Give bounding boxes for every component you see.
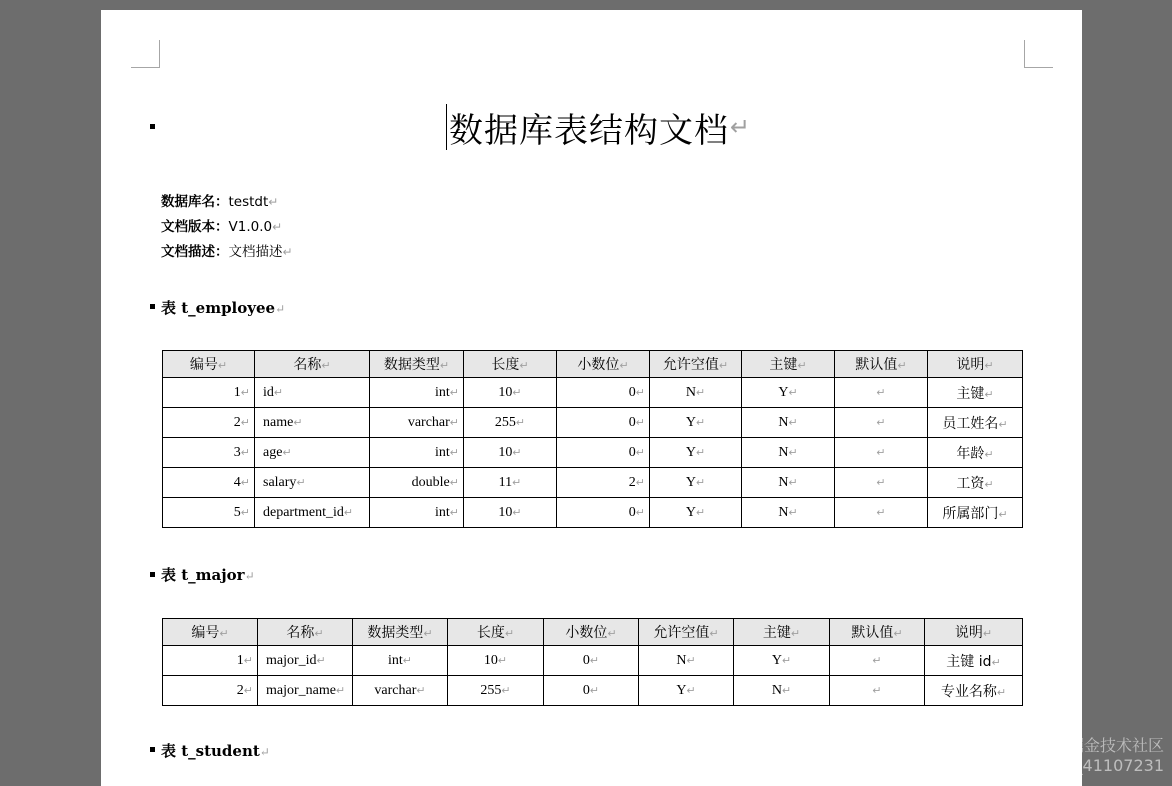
crop-mark-top-right [1024,67,1053,68]
cell-col-scale[interactable]: 0↵ [557,438,650,468]
paragraph-mark: ↵ [635,416,645,429]
cell-col-id[interactable]: 2↵ [163,408,255,438]
cell-col-name[interactable]: age↵ [255,438,370,468]
cell-col-default[interactable] [830,676,925,706]
paragraph-mark: ↵ [984,359,994,372]
text-cursor [446,104,447,150]
header-col-name: 名称↵ [258,619,353,646]
cell-col-primary-key[interactable]: N↵ [734,676,830,706]
cell-col-description[interactable]: 工资↵ [928,468,1023,498]
crop-mark-top-left [131,67,160,68]
table-row [163,438,1023,468]
cell-col-name[interactable]: department_id↵ [255,498,370,528]
paragraph-mark: ↵ [240,386,250,399]
paragraph-mark: ↵ [788,446,798,459]
paragraph-mark: ↵ [876,416,886,429]
paragraph-mark: ↵ [449,506,459,519]
paragraph-mark: ↵ [449,476,459,489]
header-col-length: 长度↵ [448,619,544,646]
cell-col-id[interactable]: 5↵ [163,498,255,528]
paragraph-mark: ↵ [512,476,522,489]
paragraph-mark: ↵ [515,416,526,429]
cell-col-description[interactable]: 年龄↵ [928,438,1023,468]
cell-col-scale[interactable]: 0↵ [557,378,650,408]
paragraph-mark: ↵ [686,684,696,697]
paragraph-mark: ↵ [293,416,303,429]
header-col-description: 说明↵ [925,619,1023,646]
paragraph-mark: ↵ [730,113,751,141]
cell-col-type[interactable]: int↵ [353,646,448,676]
cell-col-id[interactable]: 2↵ [163,676,258,706]
header-col-id: 编号↵ [163,619,258,646]
paragraph-mark: ↵ [876,476,886,489]
paragraph-mark: ↵ [449,416,459,429]
paragraph-mark: ↵ [998,417,1008,431]
cell-col-scale[interactable]: 0↵ [544,646,639,676]
paragraph-mark: ↵ [893,627,903,640]
paragraph-mark: ↵ [321,359,331,372]
paragraph-marker [150,124,155,129]
paragraph-mark: ↵ [607,627,617,640]
cell-col-nullable[interactable]: Y↵ [650,438,742,468]
header-col-scale: 小数位↵ [544,619,639,646]
header-col-name: 名称↵ [255,351,370,378]
paragraph-mark: ↵ [984,387,994,401]
crop-mark-top-right [1024,40,1025,68]
cell-col-length[interactable]: 10↵ [464,438,557,468]
paragraph-mark: ↵ [512,506,522,519]
cell-col-type[interactable]: double↵ [370,468,464,498]
cell-col-scale[interactable]: 0↵ [557,498,650,528]
cell-col-nullable[interactable]: Y↵ [650,468,742,498]
paragraph-mark: ↵ [217,359,228,372]
info-document-version: 文档版本：V1.0.0↵ [161,219,283,235]
paragraph-mark: ↵ [343,506,354,519]
table-row [163,408,1023,438]
cell-col-nullable[interactable]: N↵ [639,646,734,676]
paragraph-mark: ↵ [497,654,508,667]
paragraph-mark: ↵ [872,684,882,697]
watermark: @稀土掘金技术社区 https://blog.csdn.net/qq_41107231 [883,736,1164,775]
cell-col-scale[interactable]: 2↵ [557,468,650,498]
paragraph-mark: ↵ [240,506,250,519]
cell-col-length[interactable]: 10↵ [464,498,557,528]
paragraph-mark: ↵ [788,476,798,489]
info-document-description: 文档描述：文档描述↵ [161,244,293,260]
header-col-scale: 小数位↵ [557,351,650,378]
paragraph-marker [150,747,155,752]
paragraph-mark: ↵ [635,506,645,519]
header-col-type: 数据类型↵ [370,351,464,378]
paragraph-mark: ↵ [984,447,994,461]
paragraph-mark: ↵ [314,627,324,640]
paragraph-mark: ↵ [416,684,426,697]
paragraph-mark: ↵ [695,446,706,459]
cell-col-primary-key[interactable]: Y↵ [742,378,835,408]
cell-col-description[interactable]: 主键 id↵ [925,646,1023,676]
paragraph-mark: ↵ [512,386,522,399]
paragraph-mark: ↵ [788,386,798,399]
paragraph-marker [150,572,155,577]
cell-col-nullable[interactable]: Y↵ [639,676,734,706]
paragraph-mark: ↵ [635,476,645,489]
cell-col-scale[interactable]: 0↵ [557,408,650,438]
info-database-name: 数据库名：testdt↵ [161,194,279,210]
header-col-type: 数据类型↵ [353,619,448,646]
paragraph-mark: ↵ [991,655,1001,669]
paragraph-mark: ↵ [788,506,798,519]
paragraph-mark: ↵ [335,684,346,697]
paragraph-mark: ↵ [589,684,600,697]
paragraph-mark: ↵ [240,476,250,489]
cell-col-primary-key[interactable]: N↵ [742,498,835,528]
paragraph-mark: ↵ [519,359,529,372]
paragraph-mark: ↵ [439,359,450,372]
cell-col-id[interactable]: 3↵ [163,438,255,468]
section-heading-t-employee: 表 t_employee↵ [161,299,286,317]
header-col-length: 长度↵ [464,351,557,378]
paragraph-mark: ↵ [686,654,696,667]
cell-col-id[interactable]: 1↵ [163,378,255,408]
cell-col-default[interactable] [835,408,928,438]
table-row [163,468,1023,498]
table-row [163,646,1023,676]
paragraph-mark: ↵ [240,416,250,429]
paragraph-mark: ↵ [876,446,886,459]
cell-col-length[interactable]: 255↵ [464,408,557,438]
cell-col-type[interactable]: varchar↵ [370,408,464,438]
paragraph-mark: ↵ [635,446,645,459]
table-header-row [163,351,1023,378]
paragraph-mark: ↵ [998,507,1008,521]
paragraph-mark: ↵ [790,627,801,640]
cell-col-nullable[interactable]: Y↵ [650,408,742,438]
paragraph-mark: ↵ [876,506,886,519]
paragraph-mark: ↵ [982,627,993,640]
cell-col-default[interactable] [835,438,928,468]
table-header-row [163,619,1023,646]
cell-col-name[interactable]: id↵ [255,378,370,408]
paragraph-mark: ↵ [781,654,792,667]
paragraph-mark: ↵ [449,446,459,459]
section-heading-t-student: 表 t_student↵ [161,742,270,760]
table-t-employee [162,350,1023,528]
cell-col-type[interactable]: int↵ [370,498,464,528]
header-col-default: 默认值↵ [835,351,928,378]
paragraph-mark: ↵ [316,654,326,667]
cell-col-name[interactable]: major_name↵ [258,676,353,706]
document-page[interactable] [101,10,1082,786]
paragraph-mark: ↵ [512,446,522,459]
paragraph-mark: ↵ [695,416,706,429]
paragraph-mark: ↵ [897,359,907,372]
cell-col-primary-key[interactable]: Y↵ [734,646,830,676]
cell-col-length[interactable]: 11↵ [464,468,557,498]
paragraph-mark: ↵ [876,386,886,399]
header-col-nullable: 允许空值↵ [639,619,734,646]
paragraph-mark: ↵ [243,654,253,667]
cell-col-primary-key[interactable]: N↵ [742,468,835,498]
paragraph-mark: ↵ [635,386,645,399]
cell-col-description[interactable]: 员工姓名↵ [928,408,1023,438]
header-col-default: 默认值↵ [830,619,925,646]
paragraph-mark: ↵ [781,684,792,697]
cell-col-nullable[interactable]: Y↵ [650,498,742,528]
paragraph-mark: ↵ [695,476,706,489]
cell-col-default[interactable] [835,468,928,498]
paragraph-mark: ↵ [501,684,511,697]
header-col-id: 编号↵ [163,351,255,378]
paragraph-mark: ↵ [240,446,250,459]
cell-col-default[interactable] [835,498,928,528]
cell-col-id[interactable]: 4↵ [163,468,255,498]
cell-col-type[interactable]: int↵ [370,378,464,408]
cell-col-type[interactable]: int↵ [370,438,464,468]
paragraph-mark: ↵ [402,654,412,667]
document-title[interactable]: 数据库表结构文档 [449,110,729,151]
cell-col-description[interactable]: 主键↵ [928,378,1023,408]
paragraph-mark: ↵ [449,386,459,399]
cell-col-length[interactable]: 255↵ [448,676,544,706]
paragraph-mark: ↵ [282,446,292,459]
paragraph-mark: ↵ [619,359,629,372]
cell-col-name[interactable]: name↵ [255,408,370,438]
crop-mark-top-left [159,40,160,68]
header-col-primary-key: 主键↵ [734,619,830,646]
table-row [163,498,1023,528]
cell-col-primary-key[interactable]: N↵ [742,408,835,438]
cell-col-id[interactable]: 1↵ [163,646,258,676]
cell-col-length[interactable]: 10↵ [448,646,544,676]
section-heading-t-major: 表 t_major↵ [161,566,255,584]
cell-col-nullable[interactable]: N↵ [650,378,742,408]
paragraph-mark: ↵ [797,359,807,372]
paragraph-mark: ↵ [984,477,994,491]
paragraph-mark: ↵ [243,684,253,697]
cell-col-type[interactable]: varchar↵ [353,676,448,706]
paragraph-mark: ↵ [695,506,706,519]
paragraph-mark: ↵ [695,386,706,399]
cell-col-primary-key[interactable]: N↵ [742,438,835,468]
paragraph-mark: ↵ [872,654,882,667]
paragraph-mark: ↵ [423,627,433,640]
paragraph-mark: ↵ [996,685,1007,699]
header-col-description: 说明↵ [928,351,1023,378]
title-line[interactable] [446,104,750,150]
cell-col-name[interactable]: major_id↵ [258,646,353,676]
paragraph-marker [150,304,155,309]
cell-col-default[interactable] [835,378,928,408]
paragraph-mark: ↵ [296,476,306,489]
table-row [163,378,1023,408]
paragraph-mark: ↵ [589,654,600,667]
paragraph-mark: ↵ [219,627,229,640]
paragraph-mark: ↵ [788,416,798,429]
cell-col-default[interactable] [830,646,925,676]
header-col-nullable: 允许空值↵ [650,351,742,378]
paragraph-mark: ↵ [718,359,729,372]
cell-col-name[interactable]: salary↵ [255,468,370,498]
header-col-primary-key: 主键↵ [742,351,835,378]
cell-col-scale[interactable]: 0↵ [544,676,639,706]
cell-col-description[interactable]: 专业名称↵ [925,676,1023,706]
cell-col-length[interactable]: 10↵ [464,378,557,408]
table-t-major [162,618,1023,706]
cell-col-description[interactable]: 所属部门↵ [928,498,1023,528]
paragraph-mark: ↵ [709,627,719,640]
table-row [163,676,1023,706]
paragraph-mark: ↵ [273,386,284,399]
paragraph-mark: ↵ [504,627,515,640]
